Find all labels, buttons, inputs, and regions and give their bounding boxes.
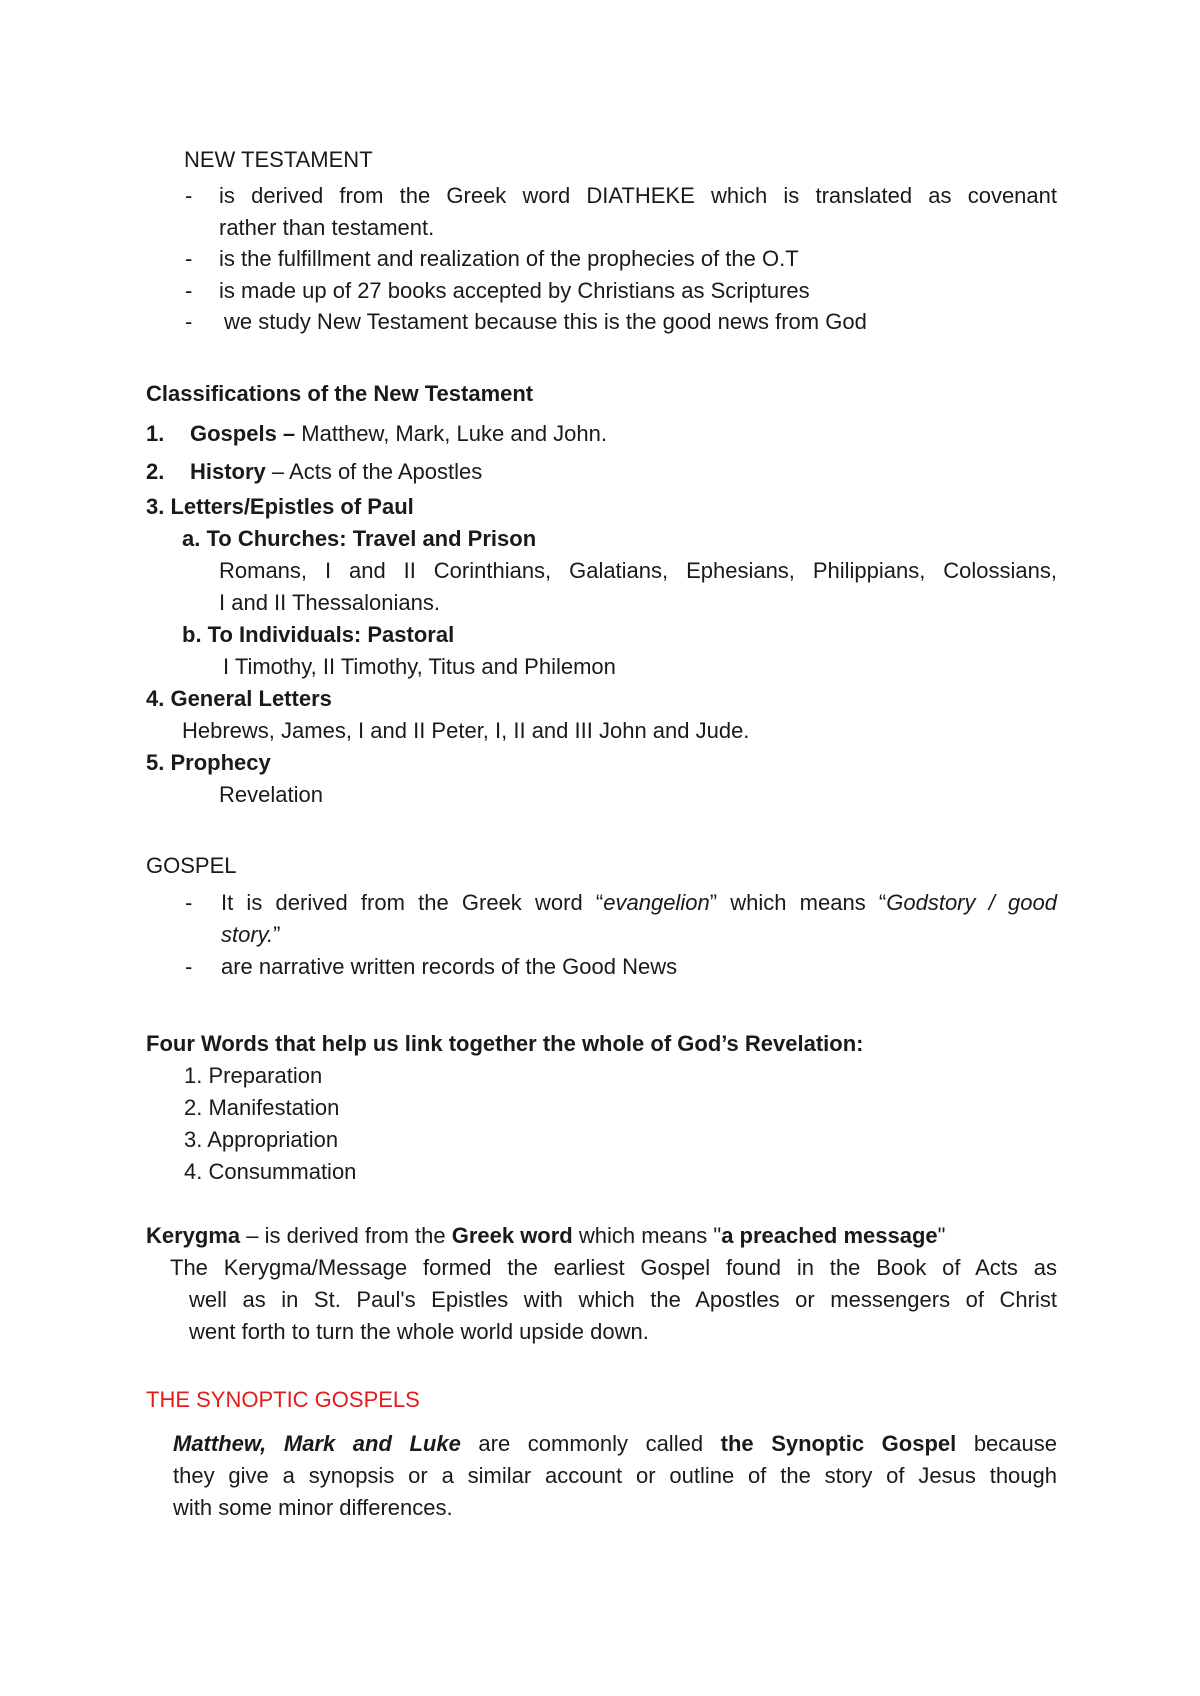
synoptic-heading: THE SYNOPTIC GOSPELS — [146, 1387, 420, 1412]
four-words-item: 1. Preparation — [184, 1063, 323, 1088]
text-run: are commonly called — [460, 1431, 721, 1456]
text-run: It is derived from the Greek word “ — [221, 890, 604, 915]
bullet-dash: - — [185, 890, 193, 915]
list-number: 1. — [146, 421, 165, 446]
synoptic-para-line-3: with some minor differences. — [173, 1495, 453, 1520]
nt-bullet-1-line-1: is derived from the Greek word DIATHEKE which is translated as covenant — [219, 183, 1057, 208]
text-run: ” which means “ — [709, 890, 887, 915]
bold-term: the Synoptic Gospel — [720, 1431, 957, 1456]
nt-bullet-4: we study New Testament because this is the good news from God — [224, 309, 867, 334]
text-run: " — [937, 1223, 946, 1248]
synoptic-para-line-2: they give a synopsis or a similar account or outline of the story of Jesus though — [173, 1463, 1057, 1488]
text-run: which means " — [572, 1223, 722, 1248]
classification-item-history — [190, 456, 482, 488]
classification-item-general-letters: 4. General Letters — [146, 686, 332, 711]
prophecy-text: Revelation — [219, 782, 323, 807]
subitem-to-individuals: b. To Individuals: Pastoral — [182, 622, 455, 647]
bullet-dash: - — [185, 278, 193, 303]
item-text: Matthew, Mark, Luke and John. — [295, 421, 607, 446]
text-run: – is derived from the — [240, 1223, 452, 1248]
italic-term: evangelion — [603, 890, 710, 915]
bullet-dash: - — [185, 954, 193, 979]
gospel-names: Matthew, Mark and Luke — [173, 1431, 461, 1456]
kerygma-term: Kerygma — [146, 1223, 241, 1248]
kerygma-para-line-1: The Kerygma/Message formed the earliest Gospel found in the Book of Acts as — [170, 1255, 1057, 1280]
nt-title: NEW TESTAMENT — [184, 147, 373, 172]
text-run: ” — [273, 922, 281, 947]
classification-item-letters: 3. Letters/Epistles of Paul — [146, 494, 414, 519]
gospel-bullet-2: are narrative written records of the Good News — [221, 954, 678, 979]
text-run: because — [956, 1431, 1057, 1456]
nt-bullet-2: is the fulfillment and realization of the prophecies of the O.T — [219, 246, 799, 271]
list-number: 2. — [146, 459, 165, 484]
italic-term: Godstory / good — [886, 890, 1057, 915]
subitem-to-churches: a. To Churches: Travel and Prison — [182, 526, 537, 551]
nt-bullet-3: is made up of 27 books accepted by Christians as Scriptures — [219, 278, 810, 303]
bold-term: a preached message — [721, 1223, 938, 1248]
kerygma-para-line-2: well as in St. Paul's Epistles with which the Apostles or messengers of Christ — [189, 1287, 1057, 1312]
item-text: – Acts of the Apostles — [265, 459, 483, 484]
kerygma-para-line-3: went forth to turn the whole world upside down. — [189, 1319, 649, 1344]
italic-term: story. — [221, 922, 274, 947]
to-churches-text-line-2: I and II Thessalonians. — [219, 590, 440, 615]
classification-item-prophecy: 5. Prophecy — [146, 750, 271, 775]
to-churches-text-line-1: Romans, I and II Corinthians, Galatians, Ephesians, Philippians, Colossians, — [219, 558, 1057, 583]
classification-item-gospels — [190, 418, 607, 450]
general-letters-text: Hebrews, James, I and II Peter, I, II and III John and Jude. — [182, 718, 750, 743]
kerygma-definition — [146, 1220, 945, 1252]
classifications-heading: Classifications of the New Testament — [146, 381, 534, 406]
four-words-item: 2. Manifestation — [184, 1095, 340, 1120]
bullet-dash: - — [185, 246, 193, 271]
nt-bullet-1-line-2: rather than testament. — [219, 215, 435, 240]
to-individuals-text: I Timothy, II Timothy, Titus and Philemon — [223, 654, 616, 679]
gospel-bullet-1-line-2 — [221, 919, 280, 951]
item-label: Gospels – — [190, 421, 296, 446]
item-label: History — [190, 459, 266, 484]
four-words-item: 4. Consummation — [184, 1159, 357, 1184]
gospel-bullet-1-line-1 — [221, 887, 1057, 919]
synoptic-para-line-1 — [173, 1428, 1057, 1460]
four-words-item: 3. Appropriation — [184, 1127, 339, 1152]
four-words-heading: Four Words that help us link together the whole of God’s Revelation: — [146, 1031, 864, 1056]
bullet-dash: - — [185, 183, 193, 208]
bullet-dash: - — [185, 309, 193, 334]
gospel-heading: GOSPEL — [146, 853, 237, 878]
bold-term: Greek word — [451, 1223, 573, 1248]
